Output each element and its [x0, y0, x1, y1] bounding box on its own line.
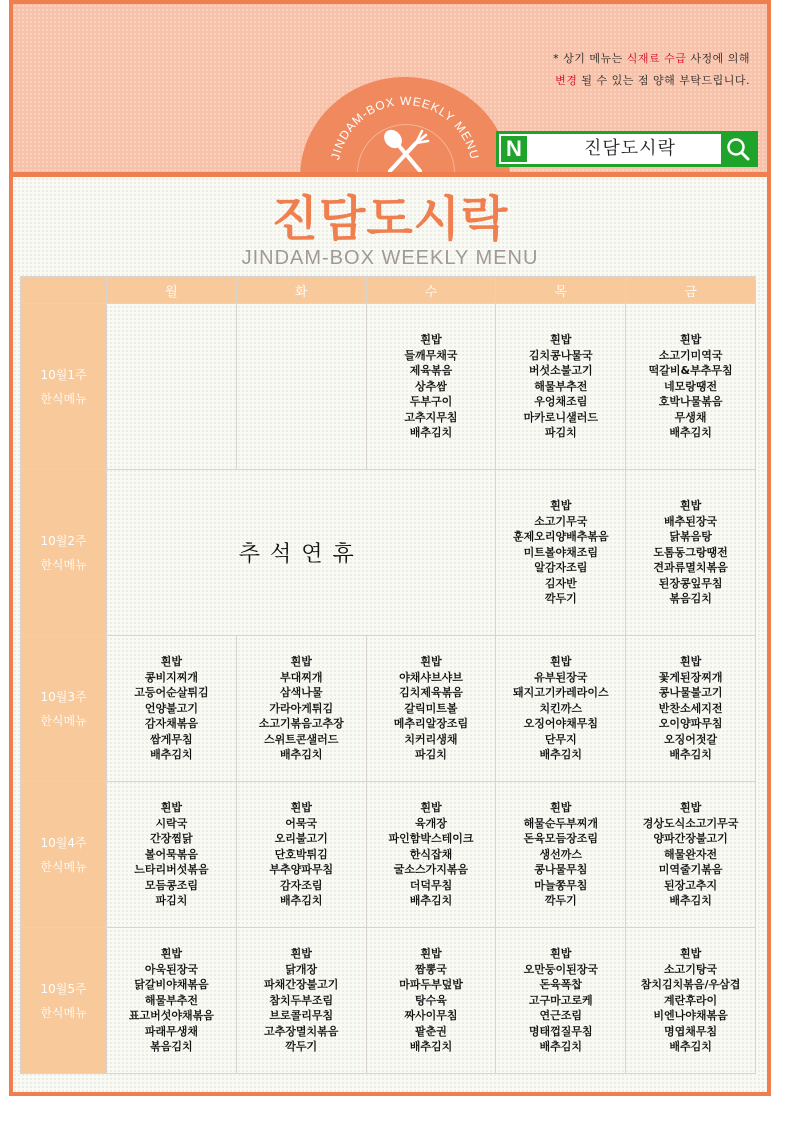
menu-item: 어묵국: [285, 816, 318, 830]
menu-type: 한식메뉴: [40, 1005, 87, 1020]
menu-item: 고추장멸치볶음: [264, 1024, 339, 1038]
menu-item: 파김치: [544, 426, 577, 440]
menu-item: 명태껍질무침: [528, 1024, 593, 1038]
menu-item: 가라아게튀김: [269, 701, 334, 715]
notice-line-2: [553, 70, 750, 92]
menu-item: 훈제오리양배추볶음: [512, 530, 609, 544]
menu-item: 한식잡채: [409, 847, 453, 861]
menu-item: 배추김치: [279, 894, 323, 908]
menu-item: 느타리버섯볶음: [134, 863, 209, 877]
menu-item: 팥춘권: [415, 1024, 447, 1038]
search-box[interactable]: [496, 131, 758, 167]
menu-item: 배추김치: [669, 1040, 712, 1054]
menu-item: 볼어묵볶음: [144, 847, 198, 861]
menu-item: 흰밥: [160, 655, 183, 669]
week-row: [21, 304, 756, 470]
menu-cell: [366, 636, 496, 782]
menu-item: 감자채볶음: [144, 717, 198, 731]
menu-body: [13, 177, 767, 1092]
menu-item: 짜사이무침: [404, 1009, 458, 1023]
menu-item: 짬뽕국: [415, 962, 447, 976]
menu-item: 오이양파무침: [658, 717, 723, 731]
menu-item: 된장고추지: [664, 878, 718, 892]
menu-item: 소고기무국: [534, 514, 588, 528]
notice-text-part: 될 수 있는 점 양해 부탁드립니다.: [577, 74, 750, 87]
menu-item: 감자조림: [279, 878, 323, 892]
menu-item: 배추김치: [539, 1040, 583, 1054]
menu-item: 배추김치: [669, 748, 712, 762]
menu-item: 흰밥: [290, 801, 312, 815]
menu-table: [20, 276, 756, 1074]
menu-item: 아욱된장국: [144, 962, 198, 976]
menu-item: 소고기미역국: [658, 348, 723, 362]
menu-item: 꽃게된장찌개: [658, 670, 723, 684]
menu-item: 파김치: [415, 748, 447, 762]
menu-item: 메추리알장조림: [393, 717, 469, 731]
menu-item: 언양불고기: [144, 701, 198, 715]
menu-item: 오리불고기: [274, 832, 328, 846]
menu-item: 배추된장국: [664, 514, 718, 528]
menu-item: 닭볶음탕: [669, 530, 712, 544]
day-header-row: [21, 277, 756, 304]
menu-item: 배추김치: [150, 748, 193, 762]
menu-item: 돈육모듬장조림: [523, 832, 598, 846]
menu-item: 해물부추전: [144, 993, 198, 1007]
search-icon: [721, 134, 755, 164]
menu-item: 견과류멸치볶음: [653, 561, 728, 575]
header-banner: [13, 4, 767, 172]
menu-item: 흰밥: [420, 947, 442, 961]
menu-item: 흰밥: [420, 801, 442, 815]
menu-item: 흰밥: [679, 947, 702, 961]
menu-item: 제육볶음: [409, 364, 453, 378]
menu-item: 고등어순살튀김: [134, 686, 209, 700]
menu-item: 흰밥: [679, 655, 702, 669]
week-label: [21, 782, 107, 928]
menu-item: 계란후라이: [664, 993, 718, 1007]
menu-item: 치킨까스: [539, 701, 583, 715]
menu-item: 흰밥: [550, 947, 572, 961]
menu-item: 김자반: [544, 576, 577, 590]
menu-item: 된장콩잎무침: [658, 576, 723, 590]
menu-item: 표고버섯야채볶음: [128, 1009, 214, 1023]
menu-item: 흰밥: [679, 801, 702, 815]
week-number: 10월5주: [40, 981, 87, 996]
week-number: 10월3주: [40, 689, 87, 704]
menu-item: 경상도식소고기무국: [642, 816, 739, 830]
menu-cell: [236, 782, 366, 928]
menu-item: 흰밥: [550, 333, 572, 347]
menu-item: 상추쌈: [415, 379, 447, 393]
menu-item: 콩비지찌개: [144, 670, 198, 684]
menu-cell: [236, 636, 366, 782]
menu-item: 마카로니샐러드: [523, 410, 598, 424]
menu-item: 단무지: [544, 732, 577, 746]
naver-logo: N: [501, 136, 527, 162]
menu-item: 흰밥: [679, 333, 702, 347]
menu-item: 깍두기: [285, 1040, 318, 1054]
menu-item: 흰밥: [160, 801, 183, 815]
menu-item: 양파간장불고기: [653, 832, 728, 846]
menu-cell: [236, 304, 366, 470]
menu-item: 알감자조림: [534, 561, 588, 575]
menu-item: 파채간장불고기: [264, 978, 339, 992]
header-corner: [21, 277, 107, 304]
menu-item: 비엔나야채볶음: [653, 1009, 728, 1023]
menu-item: 김치콩나물국: [528, 348, 593, 362]
menu-item: 참치김치볶음/우삼겹: [640, 978, 741, 992]
menu-item: 흰밥: [420, 655, 442, 669]
menu-cell: [496, 928, 626, 1074]
week-label: [21, 636, 107, 782]
menu-item: 배추김치: [409, 426, 453, 440]
week-label: [21, 928, 107, 1074]
menu-item: 배추김치: [409, 1040, 453, 1054]
menu-item: 반찬소세지전: [658, 701, 723, 715]
menu-item: 도톰동그랑땡전: [653, 545, 728, 559]
notice-text-part: 사정에 의해: [686, 52, 750, 65]
menu-type: 한식메뉴: [40, 391, 87, 406]
week-label: [21, 470, 107, 636]
day-header-tue: 화: [236, 277, 366, 304]
menu-item: 갈릭미트볼: [404, 701, 458, 715]
menu-item: 깍두기: [544, 894, 577, 908]
holiday-cell: 추석연휴: [107, 470, 496, 636]
menu-item: 브로콜리무침: [269, 1009, 334, 1023]
menu-item: 쌈게무침: [150, 732, 193, 746]
menu-item: 단호박튀김: [274, 847, 328, 861]
menu-item: 네모랑땡전: [664, 379, 718, 393]
menu-item: 명엽채무침: [664, 1024, 718, 1038]
menu-item: 파김치: [155, 894, 188, 908]
menu-type: 한식메뉴: [40, 859, 87, 874]
menu-item: 닭갈비야채볶음: [134, 978, 209, 992]
menu-item: 들깨무채국: [404, 348, 458, 362]
menu-cell: [107, 928, 237, 1074]
menu-item: 버섯소불고기: [528, 364, 593, 378]
menu-item: 모듬콩조림: [144, 878, 198, 892]
menu-item: 부추양파무침: [269, 863, 334, 877]
menu-item: 오만둥이된장국: [523, 962, 598, 976]
menu-cell: [626, 470, 756, 636]
page-frame: [9, 0, 771, 1096]
day-header-wed: 수: [366, 277, 496, 304]
menu-item: 콩나물무침: [534, 863, 588, 877]
menu-item: 오징어젓갈: [664, 732, 718, 746]
emblem: [300, 77, 510, 172]
menu-item: 해물순두부찌개: [523, 816, 598, 830]
menu-item: 더덕무침: [409, 878, 453, 892]
notice-text-part: * 상기 메뉴는: [553, 52, 627, 65]
menu-item: 돈육폭찹: [539, 978, 583, 992]
menu-item: 콩나물불고기: [658, 686, 723, 700]
page-subtitle: JINDAM-BOX WEEKLY MENU: [241, 247, 539, 269]
menu-item: 해물완자전: [664, 847, 718, 861]
day-header-mon: 월: [107, 277, 237, 304]
menu-item: 마파두부덮밥: [399, 978, 463, 992]
menu-item: 흰밥: [550, 655, 572, 669]
menu-item: 볶음김치: [669, 592, 712, 606]
menu-item: 배추김치: [669, 894, 712, 908]
menu-cell: [366, 304, 496, 470]
menu-item: 연근조림: [539, 1009, 583, 1023]
menu-item: 깍두기: [544, 592, 577, 606]
week-label: [21, 304, 107, 470]
menu-item: 파래무생채: [144, 1024, 198, 1038]
menu-item: 흰밥: [679, 499, 702, 513]
day-header-fri: 금: [626, 277, 756, 304]
menu-item: 흰밥: [290, 655, 312, 669]
notice-highlight: 변경: [555, 74, 578, 87]
menu-item: 배추김치: [669, 426, 712, 440]
menu-item: 흰밥: [550, 801, 572, 815]
week-row: [21, 928, 756, 1074]
menu-item: 볶음김치: [150, 1040, 193, 1054]
notice-highlight: 식재료 수급: [626, 52, 687, 65]
week-row: [21, 636, 756, 782]
menu-item: 육개장: [415, 816, 447, 830]
notice-text: [553, 48, 750, 92]
menu-item: 고구마고로케: [528, 993, 593, 1007]
menu-cell: [626, 304, 756, 470]
week-number: 10월2주: [40, 533, 87, 548]
menu-item: 호박나물볶음: [658, 395, 723, 409]
menu-item: 고추지무침: [404, 410, 458, 424]
week-number: 10월4주: [40, 835, 87, 850]
menu-item: 돼지고기카레라이스: [512, 686, 609, 700]
menu-item: 치커리생채: [404, 732, 458, 746]
menu-cell: [107, 636, 237, 782]
menu-item: 야채샤브샤브: [399, 670, 463, 684]
notice-line-1: [553, 48, 750, 70]
search-button[interactable]: [721, 134, 755, 164]
menu-cell: [107, 304, 237, 470]
menu-item: 시락국: [155, 816, 188, 830]
menu-item: 배추김치: [279, 748, 323, 762]
menu-item: 미역줄기볶음: [658, 863, 723, 877]
menu-item: 소고기볶음고추장: [258, 717, 344, 731]
menu-item: 떡갈비&부추무침: [648, 364, 733, 378]
menu-item: 마늘쫑무침: [534, 878, 588, 892]
menu-item: 우엉채조림: [534, 395, 588, 409]
menu-item: 미트볼야채조림: [523, 545, 598, 559]
menu-item: 무생채: [674, 410, 707, 424]
menu-item: 흰밥: [290, 947, 312, 961]
menu-cell: [626, 636, 756, 782]
menu-item: 두부구이: [409, 395, 453, 409]
menu-item: 오징어야채무침: [523, 717, 598, 731]
menu-cell: [626, 782, 756, 928]
menu-item: 흰밥: [550, 499, 572, 513]
menu-item: 소고기탕국: [664, 962, 718, 976]
menu-item: 삼색나물: [279, 686, 323, 700]
menu-cell: [496, 304, 626, 470]
menu-item: 탕수육: [415, 993, 447, 1007]
menu-item: 참치두부조림: [269, 993, 334, 1007]
menu-cell: [496, 470, 626, 636]
menu-item: 해물부추전: [534, 379, 588, 393]
menu-cell: [236, 928, 366, 1074]
menu-item: 굴소스가지볶음: [393, 863, 469, 877]
menu-type: 한식메뉴: [40, 713, 87, 728]
menu-item: 유부된장국: [534, 670, 588, 684]
day-header-thu: 목: [496, 277, 626, 304]
menu-cell: [496, 782, 626, 928]
emblem-arc-text: JINDAM-BOX WEEKLY MENU: [328, 93, 482, 162]
page-title: 진담도시락: [271, 191, 509, 247]
menu-type: 한식메뉴: [40, 557, 87, 572]
menu-item: 부대찌개: [279, 670, 323, 684]
menu-cell: [107, 782, 237, 928]
menu-item: 흰밥: [420, 333, 442, 347]
menu-item: 흰밥: [160, 947, 183, 961]
menu-item: 김치제육볶음: [399, 686, 463, 700]
fork-spoon-icon: [378, 127, 432, 172]
menu-cell: [496, 636, 626, 782]
week-row: [21, 470, 756, 636]
week-row: [21, 782, 756, 928]
menu-item: 파인함박스테이크: [388, 832, 474, 846]
menu-item: 배추김치: [539, 748, 583, 762]
menu-cell: [366, 782, 496, 928]
menu-item: 배추김치: [409, 894, 453, 908]
menu-item: 닭개장: [285, 962, 318, 976]
week-number: 10월1주: [40, 367, 87, 382]
menu-item: 생선까스: [539, 847, 583, 861]
menu-cell: [366, 928, 496, 1074]
menu-item: 스위트콘샐러드: [264, 732, 339, 746]
menu-cell: [626, 928, 756, 1074]
search-text[interactable]: 진담도시락: [584, 138, 676, 159]
menu-item: 간장찜닭: [150, 832, 193, 846]
